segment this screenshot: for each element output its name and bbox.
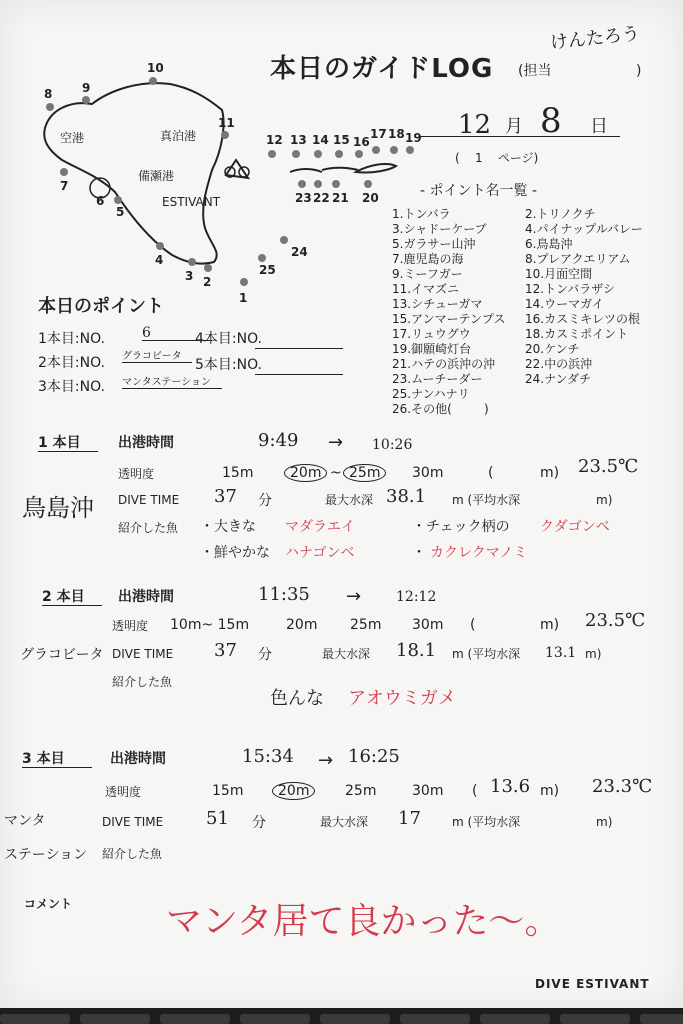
- dive3-maxdepth-label: 最大水深: [320, 815, 369, 829]
- guide-name: けんたろう: [549, 23, 641, 54]
- dive1-vis-20: 20m: [284, 464, 327, 482]
- points-heading: 本日のポイント: [38, 296, 164, 317]
- guide-label: (担当: [518, 63, 552, 79]
- map-num-1: 1: [239, 291, 248, 305]
- map-num-25: 25: [259, 263, 276, 277]
- dive2-vis-25: 25m: [350, 617, 382, 633]
- dive1-label: 1 本目: [38, 436, 98, 452]
- dive3-temp: 23.3℃: [592, 776, 653, 797]
- point-list-item: 21.ハテの浜沖の沖: [392, 357, 496, 371]
- map-num-16: 16: [353, 135, 370, 149]
- dive4-point-line: [255, 348, 343, 349]
- dive2-min: 分: [258, 647, 272, 663]
- dive3-avg-label: m (平均水深: [452, 815, 521, 829]
- dive2-maxdepth-label: 最大水深: [322, 647, 371, 661]
- point-list-item: 1.トンバラ: [392, 207, 451, 221]
- dive1-return: 10:26: [372, 437, 413, 453]
- point-list-item: 7.鹿児島の海: [392, 252, 464, 266]
- dive1-fish-2a: ・鮮やかな: [200, 545, 270, 561]
- map-num-23: 23: [295, 191, 312, 205]
- dive3-depart-label: 出港時間: [110, 751, 166, 767]
- dive1-vis-label: 透明度: [118, 467, 155, 481]
- point-list-item: 9.ミーフガー: [392, 267, 463, 281]
- dive3-maxdepth: 17: [398, 808, 421, 829]
- dive3-min: 分: [252, 815, 266, 831]
- map-num-9: 9: [82, 81, 91, 95]
- point-list-item: 18.カスミポイント: [525, 327, 629, 341]
- dive3-point-b: ステーション: [4, 847, 88, 863]
- dive2-point-name: グラコビータ: [20, 647, 104, 663]
- dive2-vis-30: 30m: [412, 617, 444, 633]
- page-number: ( 1 ページ): [455, 151, 539, 165]
- comment-text: マンタ居て良かった〜。: [166, 901, 561, 942]
- point-list-item: 24.ナンダチ: [525, 372, 592, 386]
- dive5-point-label: 5本目:NO.: [195, 357, 262, 373]
- dive2-avg-close: m): [585, 647, 602, 661]
- dive3-point-a: マンタ: [4, 813, 46, 829]
- dive2-avg-label: m (平均水深: [452, 647, 521, 661]
- dive1-vis-25: 25m: [343, 464, 386, 482]
- point-list-item: 22.中の浜沖: [525, 357, 593, 371]
- dive1-point-name: 鳥島沖: [22, 494, 94, 522]
- point-list-item: 10.月面空間: [525, 267, 593, 281]
- dive3-arrow: →: [318, 750, 334, 771]
- dive2-vis-20: 20m: [286, 617, 318, 633]
- dive1-avg-label: m (平均水深: [452, 493, 521, 507]
- dive3-vis-value: 13.6: [490, 776, 531, 797]
- dive1-point-value: 6: [142, 326, 212, 341]
- dive3-vis-close: m): [540, 783, 560, 799]
- dive1-fish-2b: ハナゴンベ: [285, 545, 355, 561]
- dive1-fish-2c: ・: [412, 545, 426, 561]
- dive5-point-line: [255, 374, 343, 375]
- dive1-vis-30: 30m: [412, 465, 444, 481]
- dive1-arrow: →: [328, 432, 344, 453]
- dive3-avg-close: m): [596, 815, 613, 829]
- dive2-vis-close: m): [540, 617, 560, 633]
- dive1-fish-1a: ・大きな: [200, 519, 256, 535]
- dive2-divetime: 37: [214, 640, 237, 661]
- dive3-vis-30: 30m: [412, 783, 444, 799]
- dive2-arrow: →: [346, 586, 362, 607]
- dive2-depart-label: 出港時間: [118, 589, 174, 605]
- dive2-avg-value: 13.1: [545, 645, 577, 661]
- point-list-item: 13.シチューガマ: [392, 297, 483, 311]
- dive1-fish-2d: カクレクマノミ: [430, 545, 528, 561]
- point-list-item: 26.その他(: [392, 402, 452, 416]
- dive3-divetime-label: DIVE TIME: [102, 815, 164, 829]
- dive3-vis-15: 15m: [212, 783, 244, 799]
- map-num-5: 5: [116, 205, 125, 219]
- date-day: 8: [540, 101, 562, 141]
- dive3-label: 3 本目: [22, 752, 92, 768]
- map-label-port2: 備瀬港: [138, 169, 175, 183]
- map-num-13: 13: [290, 133, 307, 147]
- dive1-depart: 9:49: [258, 430, 299, 451]
- date-day-label: 日: [590, 116, 608, 137]
- map-num-7: 7: [60, 179, 69, 193]
- dive2-depart: 11:35: [258, 584, 310, 605]
- dive1-maxdepth: 38.1: [386, 486, 427, 507]
- point-list-item: 3.シャドーケーブ: [392, 222, 487, 236]
- dive1-vis-15: 15m: [222, 465, 254, 481]
- dive2-vis-label: 透明度: [112, 619, 149, 633]
- dive1-avg-close: m): [596, 493, 613, 507]
- dive3-fish-label: 紹介した魚: [102, 847, 163, 861]
- point-list-item: 23.ムーチーダー: [392, 372, 483, 386]
- map-num-18: 18: [388, 127, 405, 141]
- dive2-divetime-label: DIVE TIME: [112, 647, 174, 661]
- dive1-divetime: 37: [214, 486, 237, 507]
- map-num-8: 8: [44, 87, 53, 101]
- map-label-shop: ESTIVANT: [162, 195, 221, 209]
- point-list-item: 16.カスミキレツの根: [525, 312, 640, 326]
- map-num-11: 11: [218, 116, 235, 130]
- keyboard-edge: [0, 1008, 683, 1024]
- point-list-item: 19.御願崎灯台: [392, 342, 472, 356]
- dive1-vis-close: m): [540, 465, 560, 481]
- guide-close: ): [636, 63, 642, 79]
- map-num-19: 19: [405, 131, 422, 145]
- point-list-item: 25.ナンハナリ: [392, 387, 470, 401]
- point-list-item: 15.アンマーテンプス: [392, 312, 506, 326]
- dive3-divetime: 51: [206, 808, 229, 829]
- date-month-label: 月: [505, 116, 523, 137]
- dive1-point-label: 1本目:NO.: [38, 331, 105, 347]
- point-list-item: 12.トンバラザシ: [525, 282, 616, 296]
- dive1-fish-label: 紹介した魚: [118, 521, 179, 535]
- point-list-item: 20.ケンチ: [525, 342, 580, 356]
- dive2-fish-b: アオウミガメ: [348, 688, 456, 709]
- map-num-14: 14: [312, 133, 329, 147]
- dive3-point-value: マンタステーション: [122, 378, 222, 389]
- dive3-vis-20: 20m: [272, 782, 315, 800]
- point-list-item: 5.ガラサー山沖: [392, 237, 476, 251]
- dive2-label: 2 本目: [42, 590, 102, 606]
- footer-brand: DIVE ESTIVANT: [535, 977, 650, 991]
- point-list-other-close: ): [484, 402, 489, 416]
- map-label-airport: 空港: [60, 131, 85, 145]
- point-list-item: 11.イマズニ: [392, 282, 460, 296]
- dive3-vis-25: 25m: [345, 783, 377, 799]
- map-num-21: 21: [332, 191, 349, 205]
- map-num-20: 20: [362, 191, 379, 205]
- point-list-item: 14.ウーマガイ: [525, 297, 604, 311]
- map-num-2: 2: [203, 275, 212, 289]
- map-num-6: 6: [96, 194, 105, 208]
- map-num-3: 3: [185, 269, 194, 283]
- dive3-depart: 15:34: [242, 746, 294, 767]
- dive4-point-label: 4本目:NO.: [195, 331, 262, 347]
- dive1-fish-1c: ・チェック柄の: [412, 519, 510, 535]
- map-num-12: 12: [266, 133, 283, 147]
- dive2-temp: 23.5℃: [585, 610, 646, 631]
- dive1-divetime-label: DIVE TIME: [118, 493, 180, 507]
- map-num-24: 24: [291, 245, 308, 259]
- dive1-fish-1b: マダラエイ: [285, 519, 355, 535]
- map-num-10: 10: [147, 61, 164, 75]
- dive1-vis-open: (: [488, 465, 494, 481]
- dive1-min: 分: [258, 493, 272, 509]
- point-list-item: 8.プレアクエリアム: [525, 252, 631, 266]
- dive2-fish-label: 紹介した魚: [112, 675, 173, 689]
- dive3-return: 16:25: [348, 746, 400, 767]
- dive3-point-label: 3本目:NO.: [38, 379, 105, 395]
- dive1-vis-tilde: ~: [330, 465, 342, 481]
- date-month: 12: [458, 110, 492, 140]
- dive2-maxdepth: 18.1: [396, 640, 437, 661]
- point-list-item: 17.リュウグウ: [392, 327, 471, 341]
- dive1-depart-label: 出港時間: [118, 435, 174, 451]
- dive2-fish-a: 色んな: [270, 688, 324, 709]
- comment-label: コメント: [24, 897, 73, 911]
- point-list-item: 2.トリノクチ: [525, 207, 596, 221]
- dive2-return: 12:12: [396, 589, 437, 605]
- dive2-point-value: グラコビータ: [122, 352, 192, 363]
- point-list-item: 6.鳥島沖: [525, 237, 573, 251]
- dive2-vis-open: (: [470, 617, 476, 633]
- point-list-heading: - ポイント名一覧 -: [420, 183, 538, 199]
- dive2-point-label: 2本目:NO.: [38, 355, 105, 371]
- map-num-17: 17: [370, 127, 387, 141]
- map-num-22: 22: [313, 191, 330, 205]
- dive3-vis-open: (: [472, 783, 478, 799]
- dive1-temp: 23.5℃: [578, 456, 639, 477]
- dive3-vis-label: 透明度: [105, 785, 142, 799]
- map-num-4: 4: [155, 253, 164, 267]
- map-label-port1: 真泊港: [160, 129, 197, 143]
- dive1-maxdepth-label: 最大水深: [325, 493, 374, 507]
- map-num-15: 15: [333, 133, 350, 147]
- page-title: 本日のガイドLOG: [270, 54, 494, 84]
- dive1-fish-1d: クダゴンベ: [540, 519, 610, 535]
- dive2-vis-15: 10m~ 15m: [170, 617, 250, 633]
- point-list-item: 4.パイナップルバレー: [525, 222, 643, 236]
